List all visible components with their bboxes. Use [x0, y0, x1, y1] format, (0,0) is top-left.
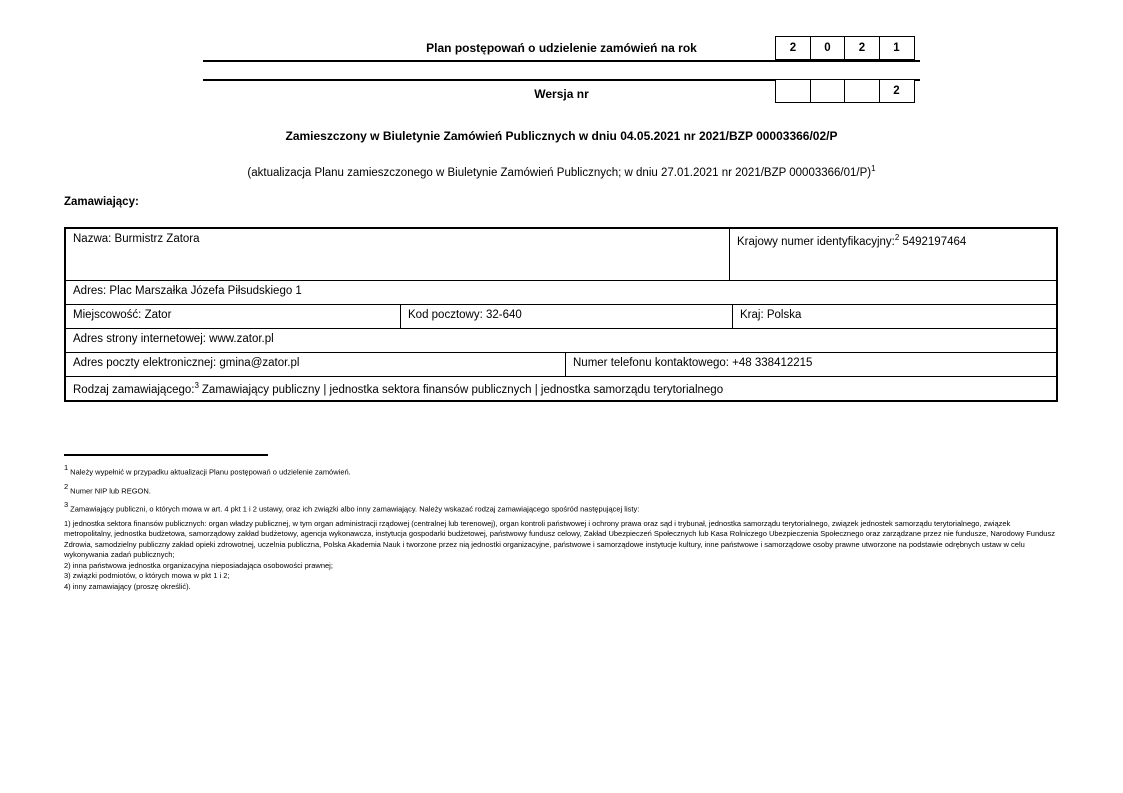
footnote-3-list-item-1: 1) jednostka sektora finansów publicznych: organ władzy publicznej, w tym organ administracji rządowej (centralnej lub terenowej), organ kontroli państwowej i ochrony prawa oraz sąd i trybunał, jednostka samorządu terytorialnego, związek jednostek samorządu terytorialnego, związek metropolitalny, jednostka budżetowa, samorządowy zakład budżetowy, agencja wykonawcza, instytucja gospodarki budżetowej, państwowy fundusz celowy, Zakład Ubezpieczeń Społecznych lub Kasa Rolniczego Ubezpieczenia Społecznego oraz zarządzane przez nie fundusze, Narodowy Fundusz Zdrowia, samodzielny publiczny zakład opieki zdrowotnej, uczelnia publiczna, Polska Akademia Nauk i tworzone przez nią jednostki organizacyjne, państwowe i samorządowe instytucje kultury, inne państwowe i samorządowe osoby prawne utworzone na podstawie odrębnych ustaw w celu wykonywania zadań publicznych;: [64, 518, 1055, 559]
update-line-text: (aktualizacja Planu zamieszczonego w Biuletynie Zamówień Publicznych; w dniu 27.01.2021 nr 2021/BZP 00003366/01/P): [247, 166, 872, 179]
footnote-3-text: Zamawiający publiczni, o których mowa w art. 4 pkt 1 i 2 ustawy, oraz ich związki albo inny zamawiający. Należy wskazać rodzaj zamawiającego spośród następującej listy:: [70, 504, 640, 514]
table-row-authority-type: [66, 376, 1056, 400]
version-label: Wersja nr: [534, 87, 589, 101]
version-box-2: [810, 79, 846, 103]
authority-phone-cell: Numer telefonu kontaktowego: +48 338412215: [565, 353, 1056, 376]
authority-country-cell: Kraj: Polska: [732, 305, 1056, 328]
footnote-3-list-item-4: 4) inny zamawiający (proszę określić).: [64, 581, 191, 591]
table-row-contact: [66, 352, 1056, 376]
year-box-group: [775, 36, 915, 60]
footnote-1: [64, 461, 1060, 480]
footnote-3-ref: 3: [64, 500, 69, 509]
table-row-website: [66, 328, 1056, 352]
footnote-1-text: Należy wypełnić w przypadku aktualizacji Planu postępowań o udzielenie zamówień.: [70, 467, 351, 477]
footnote-3: [64, 498, 1060, 517]
authority-name-cell: Nazwa: Burmistrz Zatora: [73, 233, 200, 245]
table-row-address: [66, 280, 1056, 304]
year-box-3: 2: [844, 36, 880, 60]
footnote-3-list-item-2: 2) inna państwowa jednostka organizacyjna nieposiadająca osobowości prawnej;: [64, 560, 333, 570]
authority-type-cell: [66, 377, 1056, 400]
national-id-label: Krajowy numer identyfikacyjny:: [737, 235, 895, 248]
authority-city-cell: Miejscowość: Zator: [73, 309, 172, 321]
update-line: [0, 164, 1123, 179]
footnote-2-ref: 2: [64, 481, 69, 491]
footnote-1-ref: 1: [64, 463, 69, 472]
footnote-2: [64, 480, 1060, 499]
year-box-4: 1: [879, 36, 915, 60]
authority-table: [64, 227, 1058, 402]
year-box-2: 0: [810, 36, 846, 60]
year-box-1: 2: [775, 36, 811, 60]
authority-postal-code-cell: Kod pocztowy: 32-640: [400, 305, 732, 328]
footnote-2-text: Numer NIP lub REGON.: [70, 486, 151, 495]
version-box-group: [775, 79, 915, 103]
national-id-value: 5492197464: [902, 235, 967, 248]
footnotes-block: [64, 461, 1060, 592]
authority-national-id-cell: [729, 229, 1056, 280]
authority-type-value: Zamawiający publiczny | jednostka sektora finansów publicznych | jednostka samorządu terytorialnego: [201, 383, 724, 396]
footnote-3-list-item-3: 3) związki podmiotów, o których mowa w pkt 1 i 2;: [64, 571, 230, 580]
version-box-1: [775, 79, 811, 103]
national-id-footnote-ref: 2: [894, 233, 900, 242]
table-row-city: [66, 304, 1056, 328]
authority-website-cell: Adres strony internetowej: www.zator.pl: [73, 333, 274, 345]
authority-address-cell: Adres: Plac Marszałka Józefa Piłsudskiego 1: [73, 285, 302, 297]
contracting-authority-label: Zamawiający:: [64, 196, 139, 208]
footnote-3-list: [64, 519, 1060, 593]
version-box-4: 2: [879, 79, 915, 103]
footnote-divider: [64, 454, 268, 456]
update-footnote-ref: 1: [871, 164, 876, 173]
published-line: Zamieszczony w Biuletynie Zamówień Publicznych w dniu 04.05.2021 nr 2021/BZP 00003366/02/P: [285, 129, 838, 143]
authority-type-footnote-ref: 3: [194, 381, 199, 390]
plan-title: Plan postępowań o udzielenie zamówień na rok: [426, 41, 697, 55]
table-row-name: [66, 229, 1056, 280]
authority-email-cell: Adres poczty elektronicznej: gmina@zator.pl: [73, 357, 300, 369]
authority-type-label: Rodzaj zamawiającego:: [73, 383, 195, 396]
version-box-3: [844, 79, 880, 103]
